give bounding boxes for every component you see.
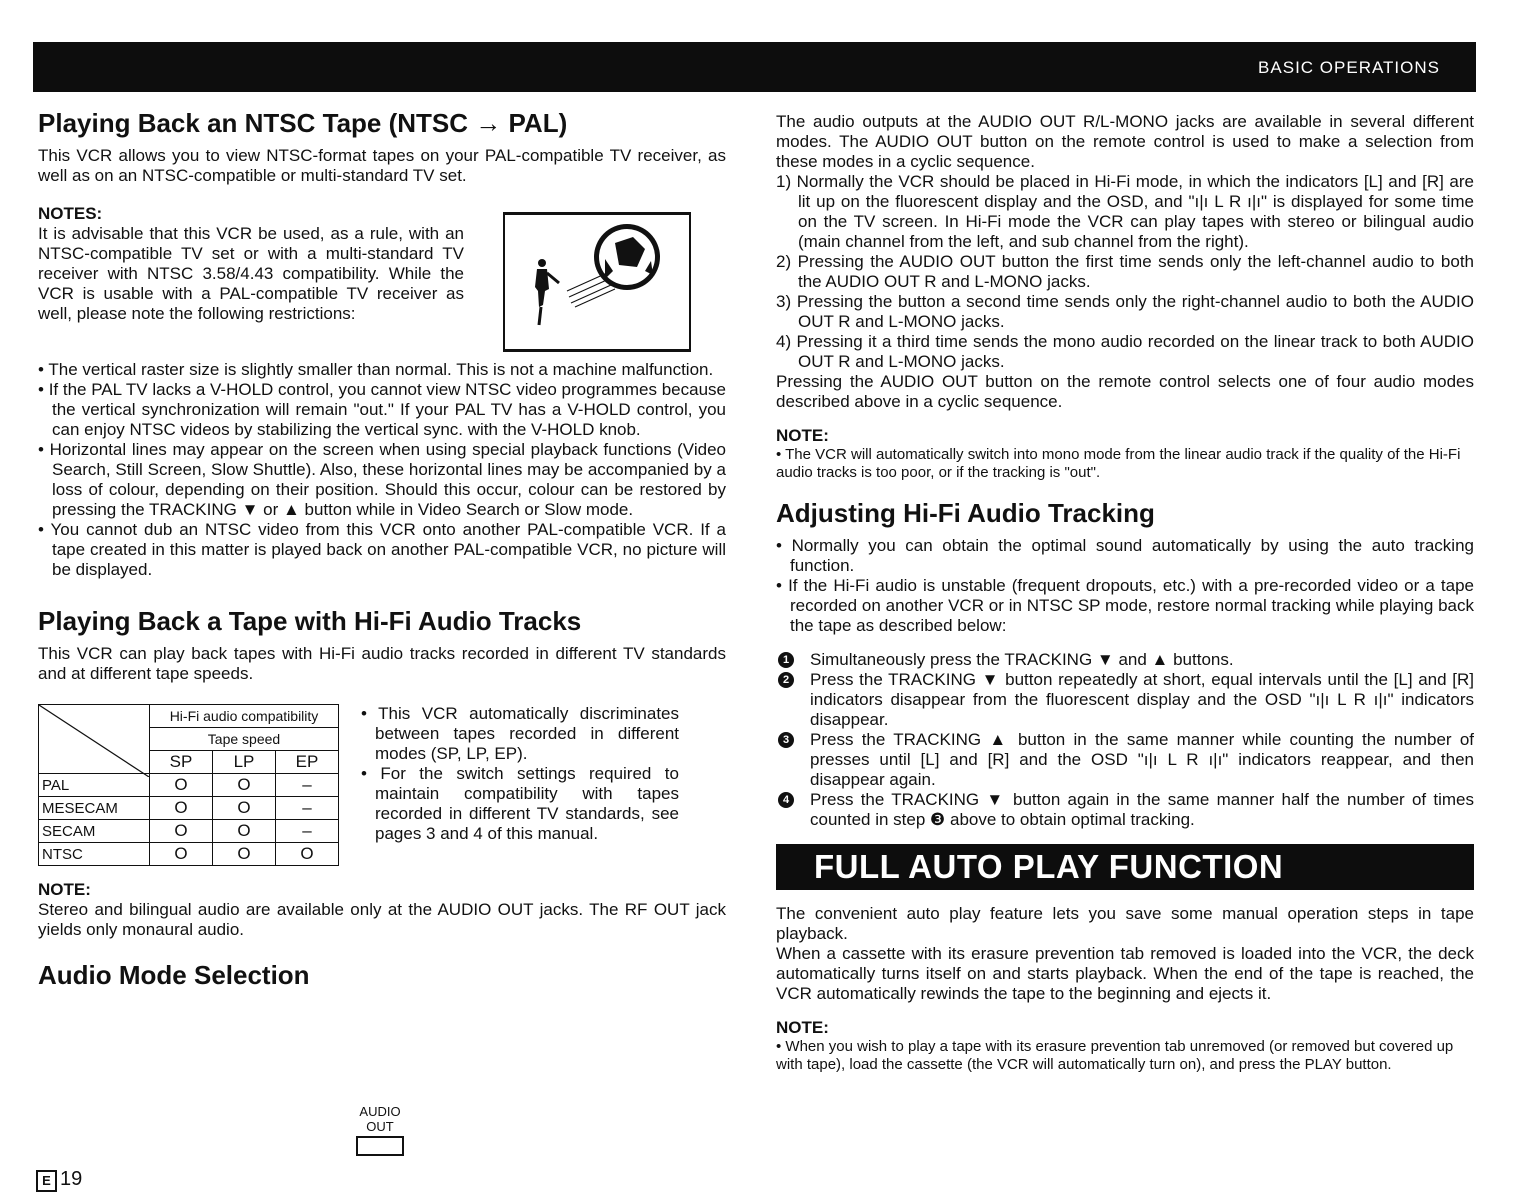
header-bar: [33, 42, 1476, 92]
tracking-steps: [776, 650, 1474, 830]
audio-outro: Pressing the AUDIO OUT button on the remote control selects one of four audio modes described above in a cyclic sequence.: [776, 372, 1474, 411]
hifi-table-section: [38, 704, 726, 866]
hifi-note-text: Stereo and bilingual audio are available only at the AUDIO OUT jacks. The RF OUT jack yields only monaural audio.: [38, 900, 726, 939]
table-cell: NTSC: [39, 843, 150, 866]
full-auto-banner: FULL AUTO PLAY FUNCTION: [776, 844, 1474, 890]
list-item: 2) Pressing the AUDIO OUT button the first time sends only the left-channel audio to both the AUDIO OUT R and L-MONO jacks.: [776, 252, 1474, 291]
note1-text: • The VCR will automatically switch into mono mode from the linear audio track if the quality of the Hi-Fi audio tracks is too poor, or if the tracking is "out".: [776, 446, 1461, 481]
step-number-icon: 3: [778, 732, 794, 748]
page-letter: E: [36, 1170, 57, 1192]
table-row: [39, 820, 339, 843]
table-cell: O: [213, 774, 276, 797]
table-row: [39, 843, 339, 866]
step-text: Press the TRACKING ▼ button repeatedly at short, equal intervals until the [L] and [R] indicators disappear from the fluorescent display and the OSD "ı|ı L R ı|ı" indicators disappear.: [810, 670, 1474, 729]
tracking-title: Adjusting Hi-Fi Audio Tracking: [776, 498, 1155, 528]
hifi-note-title: NOTE:: [38, 880, 91, 899]
table-cell: SECAM: [39, 820, 150, 843]
page-number: [36, 1168, 82, 1192]
compatibility-table: [38, 704, 339, 866]
audio-label: AUDIO: [359, 1104, 401, 1119]
step-text: Press the TRACKING ▼ button again in the same manner half the number of times counted in step ❸ above to obtain optimal tracking.: [810, 790, 1474, 829]
notes-text: It is advisable that this VCR be used, as a rule, with an NTSC-compatible TV set or with a multi-standard TV receiver with NTSC 3.58/4.43 compatibility. While the VCR is usable with a PAL-compatible TV receiver as well, please note the following restrictions:: [38, 224, 464, 323]
ntsc-title: Playing Back an NTSC Tape (NTSC → PAL): [38, 108, 568, 138]
list-item: • Horizontal lines may appear on the screen when using special playback functions (Video Search, Still Screen, Slow Shuttle). Also, these horizontal lines may be accompanied by a loss of colour, depending on their position. Should this occur, colour can be restored by pressing the TRACKING ▼ or ▲ button while in Video Search or Slow mode.: [38, 440, 726, 520]
full-auto-p1: The convenient auto play feature lets you save some manual operation steps in tape playback.: [776, 904, 1474, 943]
table-cell: O: [213, 820, 276, 843]
list-item: [776, 670, 1474, 730]
full-auto-p2: When a cassette with its erasure prevention tab removed is loaded into the VCR, the deck automatically turns itself on and starts playback. When the end of the tape is reached, the VCR automatically rewinds the tape to the beginning and ejects it.: [776, 944, 1474, 1003]
list-item: • For the switch settings required to maintain compatibility with tapes recorded in different TV standards, see pages 3 and 4 of this manual.: [361, 764, 679, 844]
list-item: 3) Pressing the button a second time sends only the right-channel audio to both the AUDIO OUT R and L-MONO jacks.: [776, 292, 1474, 331]
table-row: [39, 797, 339, 820]
list-item: • Normally you can obtain the optimal sound automatically by using the auto tracking function.: [776, 536, 1474, 576]
speed-ep: EP: [276, 751, 339, 774]
section-label: BASIC OPERATIONS: [1258, 58, 1440, 77]
step-number-icon: 4: [778, 792, 794, 808]
list-item: • You cannot dub an NTSC video from this VCR onto another PAL-compatible VCR. If a tape created in this matter is played back on another PAL-compatible VCR, no picture will be displayed.: [38, 520, 726, 580]
audio-mode-title: Audio Mode Selection: [38, 960, 310, 990]
table-header-speed: Tape speed: [150, 728, 339, 751]
list-item: • If the Hi-Fi audio is unstable (frequent dropouts, etc.) with a pre-recorded video or a tape recorded on another VCR or in NTSC SP mode, restore normal tracking while playing back the tape as described below:: [776, 576, 1474, 636]
table-cell: O: [150, 774, 213, 797]
full-auto-note-title: NOTE:: [776, 1018, 829, 1037]
table-cell: O: [150, 820, 213, 843]
audio-out-button-illustration: [356, 1104, 404, 1156]
audio-intro: The audio outputs at the AUDIO OUT R/L-MONO jacks are available in several different modes. The AUDIO OUT button on the remote control is used to make a selection from these modes in a cyclic sequence.: [776, 112, 1474, 171]
list-item: 4) Pressing it a third time sends the mono audio recorded on the linear track to both AUDIO OUT R and L-MONO jacks.: [776, 332, 1474, 371]
step-text: Simultaneously press the TRACKING ▼ and ▲ buttons.: [810, 650, 1234, 669]
speed-sp: SP: [150, 751, 213, 774]
notes-title: NOTES:: [38, 204, 103, 223]
step-text: Press the TRACKING ▲ button in the same manner while counting the number of presses until [L] and [R] and the OSD "ı|ı L R ı|ı" indicators reappear, and then disappear again.: [810, 730, 1474, 789]
table-cell: –: [276, 820, 339, 843]
table-cell: MESECAM: [39, 797, 150, 820]
page-number-value: 19: [60, 1168, 83, 1190]
tv-soccer-illustration: [503, 212, 691, 352]
list-item: 1) Normally the VCR should be placed in Hi-Fi mode, in which the indicators [L] and [R] are lit up on the fluorescent display and the OSD, and "ı|ı L R ı|ı" is displayed for some time on the TV screen. In Hi-Fi mode the VCR can play tapes with stereo or bilingual audio (main channel from the left, and sub channel from the right).: [776, 172, 1474, 251]
note1-title: NOTE:: [776, 426, 829, 445]
audio-mode-list: [776, 172, 1474, 372]
step-number-icon: 1: [778, 652, 794, 668]
soccer-illustration-icon: [505, 215, 689, 343]
out-label: OUT: [366, 1119, 394, 1134]
table-corner: [39, 705, 150, 774]
list-item: [776, 730, 1474, 790]
table-cell: –: [276, 797, 339, 820]
list-item: [776, 650, 1474, 670]
ntsc-bullet-list: [38, 360, 726, 580]
list-item: [776, 790, 1474, 830]
list-item: • The vertical raster size is slightly smaller than normal. This is not a machine malfunction.: [38, 360, 726, 380]
left-column: [38, 106, 726, 998]
table-cell: O: [213, 843, 276, 866]
right-column: [776, 112, 1474, 1074]
table-cell: O: [213, 797, 276, 820]
full-auto-note-text: • When you wish to play a tape with its erasure prevention tab unremoved (or removed but covered up with tape), load the cassette (the VCR will automatically turn on), and press the PLAY button.: [776, 1038, 1454, 1073]
hifi-intro: This VCR can play back tapes with Hi-Fi audio tracks recorded in different TV standards and at different tape speeds.: [38, 644, 726, 683]
list-item: • This VCR automatically discriminates between tapes recorded in different modes (SP, LP, EP).: [361, 704, 679, 764]
diagonal-line-icon: [39, 705, 149, 777]
table-cell: PAL: [39, 774, 150, 797]
table-header-compat: Hi-Fi audio compatibility: [150, 705, 339, 728]
audio-out-button-icon: [356, 1136, 404, 1156]
tracking-bullets: [776, 536, 1474, 636]
table-cell: O: [276, 843, 339, 866]
ntsc-notes: [38, 204, 726, 336]
speed-lp: LP: [213, 751, 276, 774]
ntsc-intro: This VCR allows you to view NTSC-format tapes on your PAL-compatible TV receiver, as well as on an NTSC-compatible or multi-standard TV set.: [38, 146, 726, 185]
step-number-icon: 2: [778, 672, 794, 688]
table-notes: [361, 704, 679, 866]
hifi-title: Playing Back a Tape with Hi-Fi Audio Tracks: [38, 606, 582, 636]
list-item: • If the PAL TV lacks a V-HOLD control, you cannot view NTSC video programmes because the vertical synchronization will remain "out." If your PAL TV has a V-HOLD control, you can enjoy NTSC videos by stabilizing the vertical sync. with the V-HOLD knob.: [38, 380, 726, 440]
table-cell: O: [150, 797, 213, 820]
table-cell: O: [150, 843, 213, 866]
table-cell: –: [276, 774, 339, 797]
